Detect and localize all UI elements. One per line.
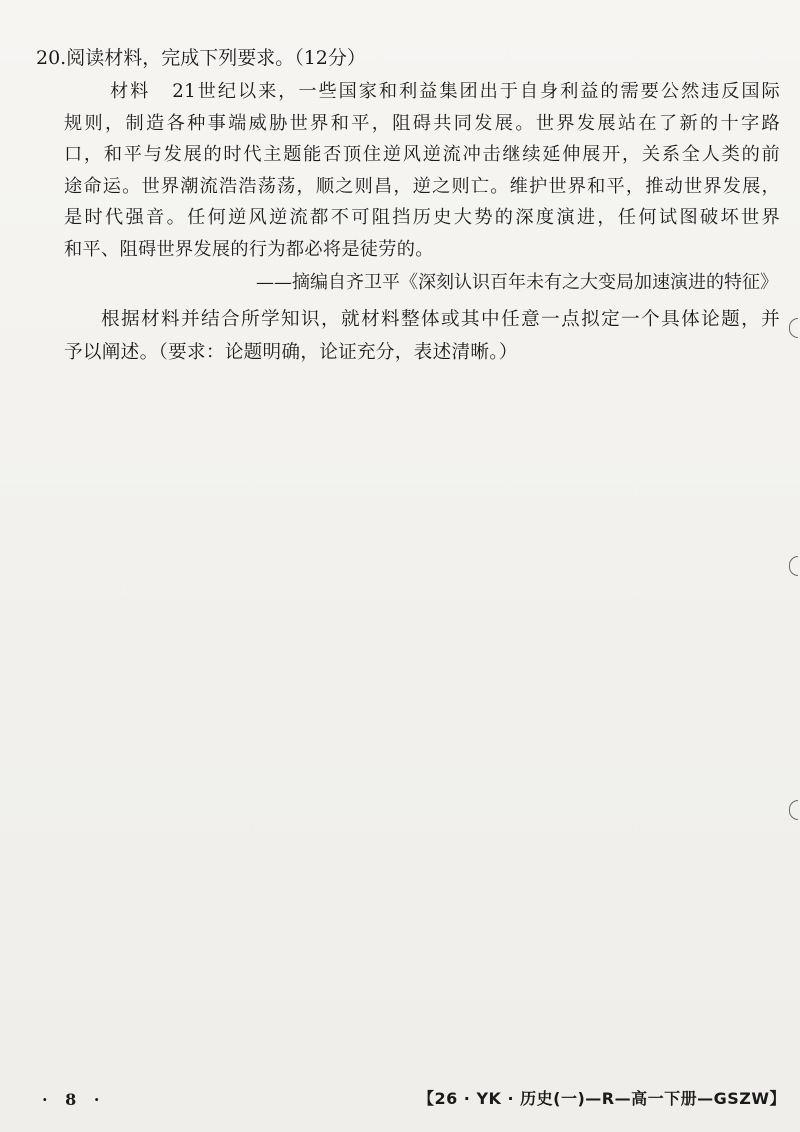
material-source: ——摘编自齐卫平《深刻认识百年未有之大变局加速演进的特征》	[256, 272, 778, 293]
material-line-2: 规则，制造各种事端威胁世界和平，阻碍共同发展。世界发展站在了新的十字路	[64, 112, 780, 134]
exam-code: 【26 · YK · 历史(一)—R—高一下册—GSZW】	[417, 1089, 786, 1108]
task-block	[64, 303, 780, 369]
binding-hole-mark	[789, 318, 798, 338]
material-label: 材料	[110, 81, 151, 102]
material-line-3: 口，和平与发展的时代主题能否顶住逆风逆流冲击继续延伸展开，关系全人类的前	[64, 144, 780, 165]
material-line-1: 材料 21世纪以来，一些国家和利益集团出于自身利益的需要公然违反国际	[110, 81, 780, 102]
material-line-6: 和平、阻碍世界发展的行为都必将是徒劳的。	[64, 238, 434, 260]
binding-hole-mark	[789, 800, 798, 820]
question-20	[36, 44, 781, 369]
task-line-1: 根据材料并结合所学知识，就材料整体或其中任意一点拟定一个具体论题，并	[101, 309, 780, 330]
binding-hole-mark	[789, 556, 798, 576]
material-block	[64, 76, 780, 299]
task-line-2: 予以阐述。（要求：论题明确，论证充分，表述清晰。）	[64, 342, 518, 363]
material-line-5: 是时代强音。任何逆风逆流都不可阻挡历史大势的深度演进，任何试图破坏世界	[64, 207, 780, 228]
page-number: · 8 ·	[42, 1090, 106, 1109]
question-title: 20.阅读材料，完成下列要求。（12分）	[36, 47, 366, 69]
material-line-4: 途命运。世界潮流浩浩荡荡，顺之则昌，逆之则亡。维护世界和平，推动世界发展，	[64, 175, 780, 197]
